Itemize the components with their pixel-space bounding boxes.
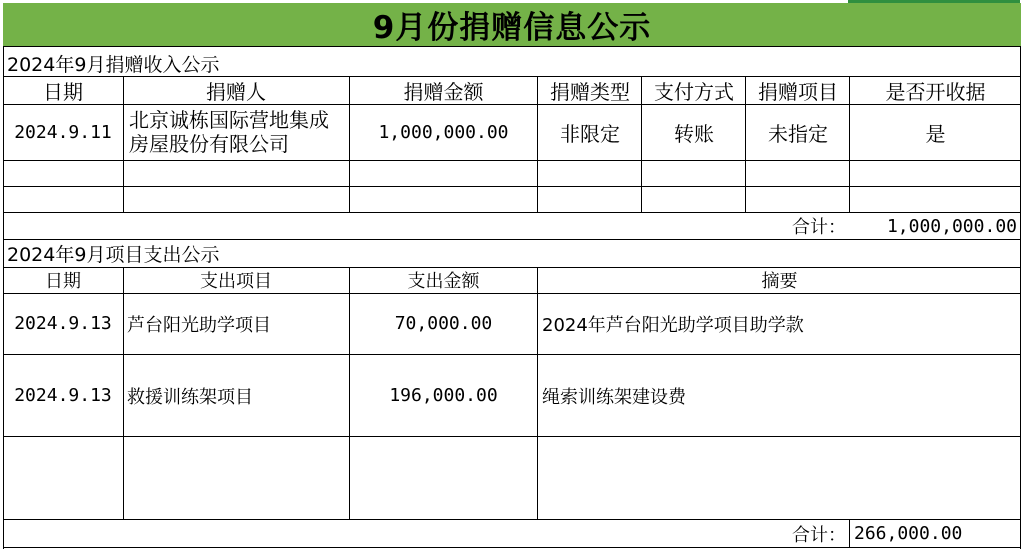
page-title[interactable]: 9月份捐赠信息公示 <box>3 3 1021 46</box>
grid-line <box>3 160 1021 161</box>
expense-header-summary[interactable]: 摘要 <box>761 271 798 292</box>
grid-line <box>3 76 1021 77</box>
income-row-donor: 北京诚栋国际营地集成房屋股份有限公司 <box>129 108 329 156</box>
income-total-value[interactable]: 1,000,000.00 <box>886 215 1017 237</box>
expense-row3-item[interactable] <box>123 437 349 519</box>
income-header-receipt[interactable]: 是否开收据 <box>885 80 986 104</box>
income-row-type[interactable]: 非限定 <box>560 121 620 146</box>
income-row-project[interactable]: 未指定 <box>768 121 828 146</box>
expense-header-item[interactable]: 支出项目 <box>200 271 272 292</box>
grid-line <box>3 46 1021 47</box>
grid-line <box>3 239 1021 240</box>
expense-row1-item[interactable]: 芦台阳光助学项目 <box>127 314 271 336</box>
income-header-payment[interactable]: 支付方式 <box>654 80 734 104</box>
grid-line <box>3 267 1021 268</box>
expense-row2-summary[interactable]: 绳索训练架建设费 <box>542 386 686 408</box>
income-row-amount[interactable]: 1,000,000.00 <box>378 121 509 143</box>
income-row-payment[interactable]: 转账 <box>674 121 714 146</box>
expense-total-value[interactable]: 266,000.00 <box>854 523 963 544</box>
expense-section-title[interactable]: 2024年9月项目支出公示 <box>7 244 220 266</box>
expense-row3-amount[interactable] <box>349 437 538 519</box>
income-row-receipt[interactable]: 是 <box>925 121 946 146</box>
income-total-label[interactable]: 合计： <box>792 217 846 238</box>
expense-header-amount[interactable]: 支出金额 <box>407 271 480 292</box>
grid-line <box>3 293 1021 294</box>
grid-line <box>123 76 124 213</box>
income-header-type[interactable]: 捐赠类型 <box>550 80 630 104</box>
grid-line <box>3 186 1021 187</box>
grid-line <box>3 354 1021 355</box>
grid-line <box>3 104 1021 105</box>
grid-line <box>537 267 538 520</box>
income-header-date[interactable]: 日期 <box>43 80 83 104</box>
income-section-title[interactable]: 2024年9月捐赠收入公示 <box>7 53 220 76</box>
expense-total-label[interactable]: 合计： <box>792 524 846 546</box>
income-row-donor-cell[interactable] <box>123 104 349 160</box>
grid-line <box>349 76 350 213</box>
expense-row3-summary[interactable] <box>538 437 1021 519</box>
grid-line <box>3 547 1021 548</box>
income-row-date[interactable]: 2024.9.11 <box>14 121 112 143</box>
expense-row2-amount[interactable]: 196,000.00 <box>389 385 498 406</box>
expense-row1-amount[interactable]: 70,000.00 <box>394 313 493 334</box>
grid-line <box>349 267 350 520</box>
expense-row3-date[interactable] <box>3 437 123 519</box>
expense-row1-date[interactable]: 2024.9.13 <box>14 313 112 334</box>
expense-row2-date[interactable]: 2024.9.13 <box>14 385 112 406</box>
grid-line <box>537 76 538 213</box>
grid-line <box>3 212 1021 213</box>
income-header-donor[interactable]: 捐赠人 <box>206 80 266 104</box>
grid-line <box>1020 46 1021 549</box>
grid-line <box>641 76 642 213</box>
grid-line <box>3 436 1021 437</box>
grid-line <box>3 46 4 549</box>
grid-line <box>849 519 850 548</box>
grid-line <box>849 76 850 213</box>
expense-row2-item[interactable]: 救援训练架项目 <box>127 386 253 408</box>
income-header-project[interactable]: 捐赠项目 <box>758 80 838 104</box>
expense-header-date[interactable]: 日期 <box>45 271 81 292</box>
income-header-amount[interactable]: 捐赠金额 <box>403 80 484 104</box>
expense-row1-summary[interactable]: 2024年芦台阳光助学项目助学款 <box>542 314 804 336</box>
grid-line <box>3 519 1021 520</box>
grid-line <box>123 267 124 520</box>
grid-line <box>745 76 746 213</box>
